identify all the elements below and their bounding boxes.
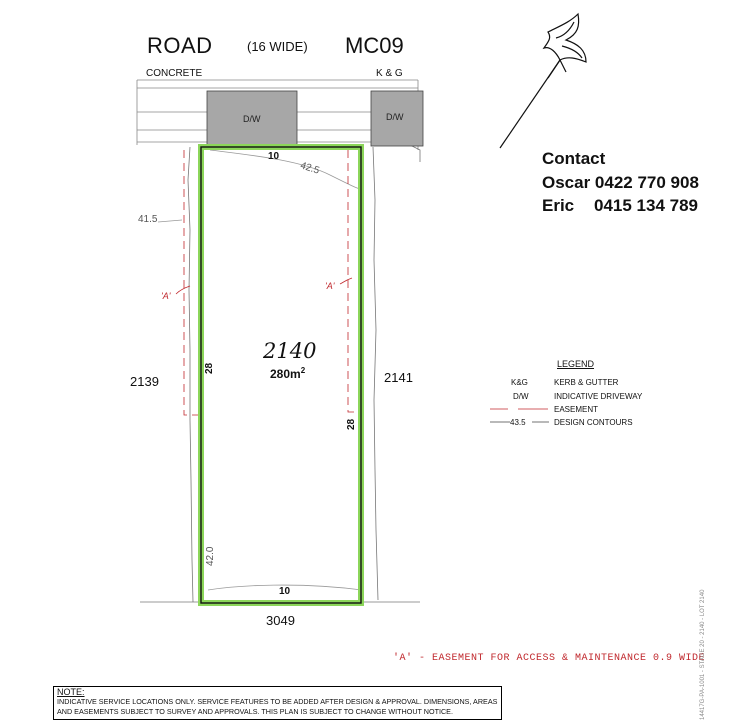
contact-eric[interactable] bbox=[542, 196, 698, 216]
legend-key: 43.5 bbox=[510, 418, 526, 427]
lot-number: 2140 bbox=[263, 339, 317, 363]
legend-title: LEGEND bbox=[557, 359, 595, 369]
design-contours bbox=[158, 150, 362, 590]
frontage-bottom: 10 bbox=[279, 586, 291, 597]
depth-right: 28 bbox=[346, 418, 357, 430]
contact-oscar[interactable]: Oscar 0422 770 908 bbox=[542, 173, 699, 192]
kerb-notch bbox=[410, 145, 420, 162]
legend-key: D/W bbox=[513, 392, 529, 401]
neighbour-left: 2139 bbox=[130, 374, 159, 389]
neighbour-rear: 3049 bbox=[266, 613, 295, 628]
depth-left: 28 bbox=[204, 362, 215, 374]
contact-title: Contact bbox=[542, 149, 606, 168]
legend-key: K&G bbox=[511, 378, 528, 387]
note-label: NOTE: bbox=[57, 687, 85, 697]
legend-value: DESIGN CONTOURS bbox=[554, 418, 633, 427]
driveway-label-left: D/W bbox=[243, 114, 261, 124]
side-reference: 14417G-PA-1001 - STAGE 20 - 2140 - LOT 2140 bbox=[700, 589, 706, 720]
lot-area-unit-sup: 2 bbox=[300, 366, 306, 375]
frontage-top: 10 bbox=[268, 151, 280, 162]
contour-label: 42.0 bbox=[205, 546, 216, 566]
legend-value: EASEMENT bbox=[554, 405, 599, 414]
contact-eric-name: Eric bbox=[542, 196, 575, 215]
easement-note: 'A' - EASEMENT FOR ACCESS & MAINTENANCE 0.9 WIDE bbox=[393, 653, 706, 664]
contour-label: 42.5 bbox=[298, 160, 321, 177]
concrete-label: CONCRETE bbox=[146, 68, 203, 79]
easement-label: 'A' bbox=[325, 281, 335, 291]
road-name: ROAD bbox=[147, 33, 213, 58]
kerb-gutter-label: K & G bbox=[376, 68, 403, 79]
road-code: MC09 bbox=[345, 33, 404, 58]
lot-area bbox=[270, 366, 305, 381]
contour-label: 41.5 bbox=[138, 214, 158, 225]
lot-area-value: 280m bbox=[270, 367, 301, 381]
neighbour-right: 2141 bbox=[384, 370, 413, 385]
legend-value: INDICATIVE DRIVEWAY bbox=[554, 392, 643, 401]
contact-eric-phone: 0415 134 789 bbox=[594, 196, 698, 215]
note-box bbox=[53, 686, 502, 720]
north-arrow-icon bbox=[500, 14, 586, 148]
easement-label: 'A' bbox=[161, 291, 171, 301]
legend-value: KERB & GUTTER bbox=[554, 378, 619, 387]
road-width: (16 WIDE) bbox=[247, 39, 308, 54]
driveway-label-right: D/W bbox=[386, 112, 404, 122]
note-text: INDICATIVE SERVICE LOCATIONS ONLY. SERVICE FEATURES TO BE ADDED AFTER DESIGN & APPROVAL. DIMENSIONS, AREAS AND EASEMENTS SUBJECT TO SURVEY AND APPROVALS. THIS PLAN IS SUBJECT TO CHANGE WITHOUT NOTICE. bbox=[57, 697, 498, 716]
